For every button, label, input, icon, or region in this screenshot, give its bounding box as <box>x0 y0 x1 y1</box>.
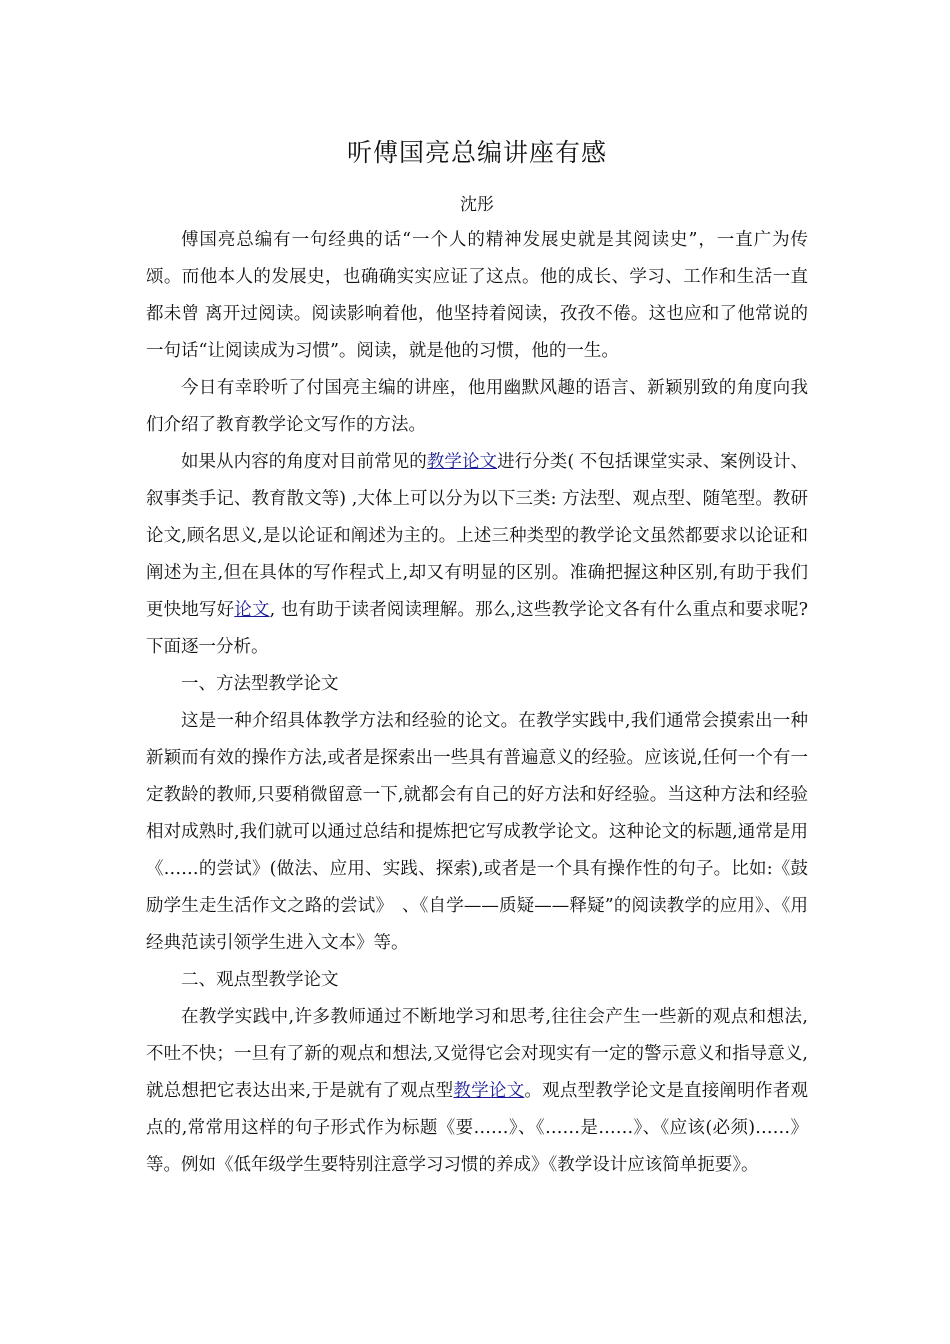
paragraph-5-text-a: 在教学实践中,许多教师通过不断地学习和思考,往往会产生一些新的观点和想法,不吐不快；一旦有了新的观点和想法,又觉得它会对现实有一定的警示意义和指导意义, 就总想把它表达出来,于是就有了观点型 <box>146 1007 808 1101</box>
paragraph-1: 傅国亮总编有一句经典的话“一个人的精神发展史就是其阅读史”，一直广为传颂。而他本人的发展史，也确确实实应证了这点。他的成长、学习、工作和生活一直都未曾 离开过阅读。阅读影响着他，他坚持着阅读，孜孜不倦。这也应和了他常说的一句话“让阅读成为习惯”。阅读，就是他的习惯，他的一生。 <box>146 230 808 361</box>
paragraph-3-text-b: 进行分类( 不包括课堂实录、案例设计、叙事类手记、教育散文等) ,大体上可以分为以下三类: 方法型、观点型、随笔型。教研论文,顾名思义,是以论证和阐述为主的。上述三种类型的教学论文虽然都要求以论证和阐述为主,但在具体的写作程式上,却又有明显的区别。准确把握这种区别,有助于我们更快地写好 <box>146 452 809 620</box>
section-heading-viewpoint: 二、观点型教学论文 <box>181 970 339 990</box>
document-title: 听傅国亮总编讲座有感 <box>346 138 607 167</box>
link-teaching-paper[interactable]: 教学论文 <box>426 452 498 472</box>
link-teaching-paper-2[interactable]: 教学论文 <box>453 1081 525 1101</box>
section-heading-method: 一、方法型教学论文 <box>181 674 339 694</box>
paragraph-3 <box>146 444 808 666</box>
paragraph-4: 这是一种介绍具体教学方法和经验的论文。在教学实践中,我们通常会摸索出一种新颖而有效的操作方法,或者是探索出一些具有普遍意义的经验。应该说,任何一个有一定教龄的教师,只要稍微留意一下,就都会有自己的好方法和好经验。当这种方法和经验相对成熟时,我们就可以通过总结和提炼把它写成教学论文。这种论文的标题,通常是用《……的尝试》(做法、应用、实践、探索),或者是一个具有操作性的句子。比如:《鼓励学生走生活作文之路的尝试》 、《自学——质疑——释疑”的阅读教学的应用》、《用经典范读引领学生进入文本》等。 <box>146 711 808 953</box>
paragraph-3-text-a: 如果从内容的角度对目前常见的 <box>181 452 427 472</box>
author-name: 沈彤 <box>460 195 494 215</box>
paragraph-2: 今日有幸聆听了付国亮主编的讲座，他用幽默风趣的语言、新颖别致的角度向我们介绍了教育教学论文写作的方法。 <box>146 378 808 435</box>
document-page <box>146 132 808 1184</box>
link-paper[interactable]: 论文 <box>234 600 270 620</box>
paragraph-3-text-c: , 也有助于读者阅读理解。那么,这些教学论文各有什么重点和要求呢? 下面逐一分析。 <box>146 600 808 657</box>
paragraph-5 <box>146 999 808 1184</box>
paragraph-5-text-b: 。观点型教学论文是直接阐明作者观点的,常常用这样的句子形式作为标题《要……》、《……是……》、《应该(必须)……》等。例如《低年级学生要特别注意学习习惯的养成》《教学设计应该简单扼要》。 <box>146 1081 809 1175</box>
